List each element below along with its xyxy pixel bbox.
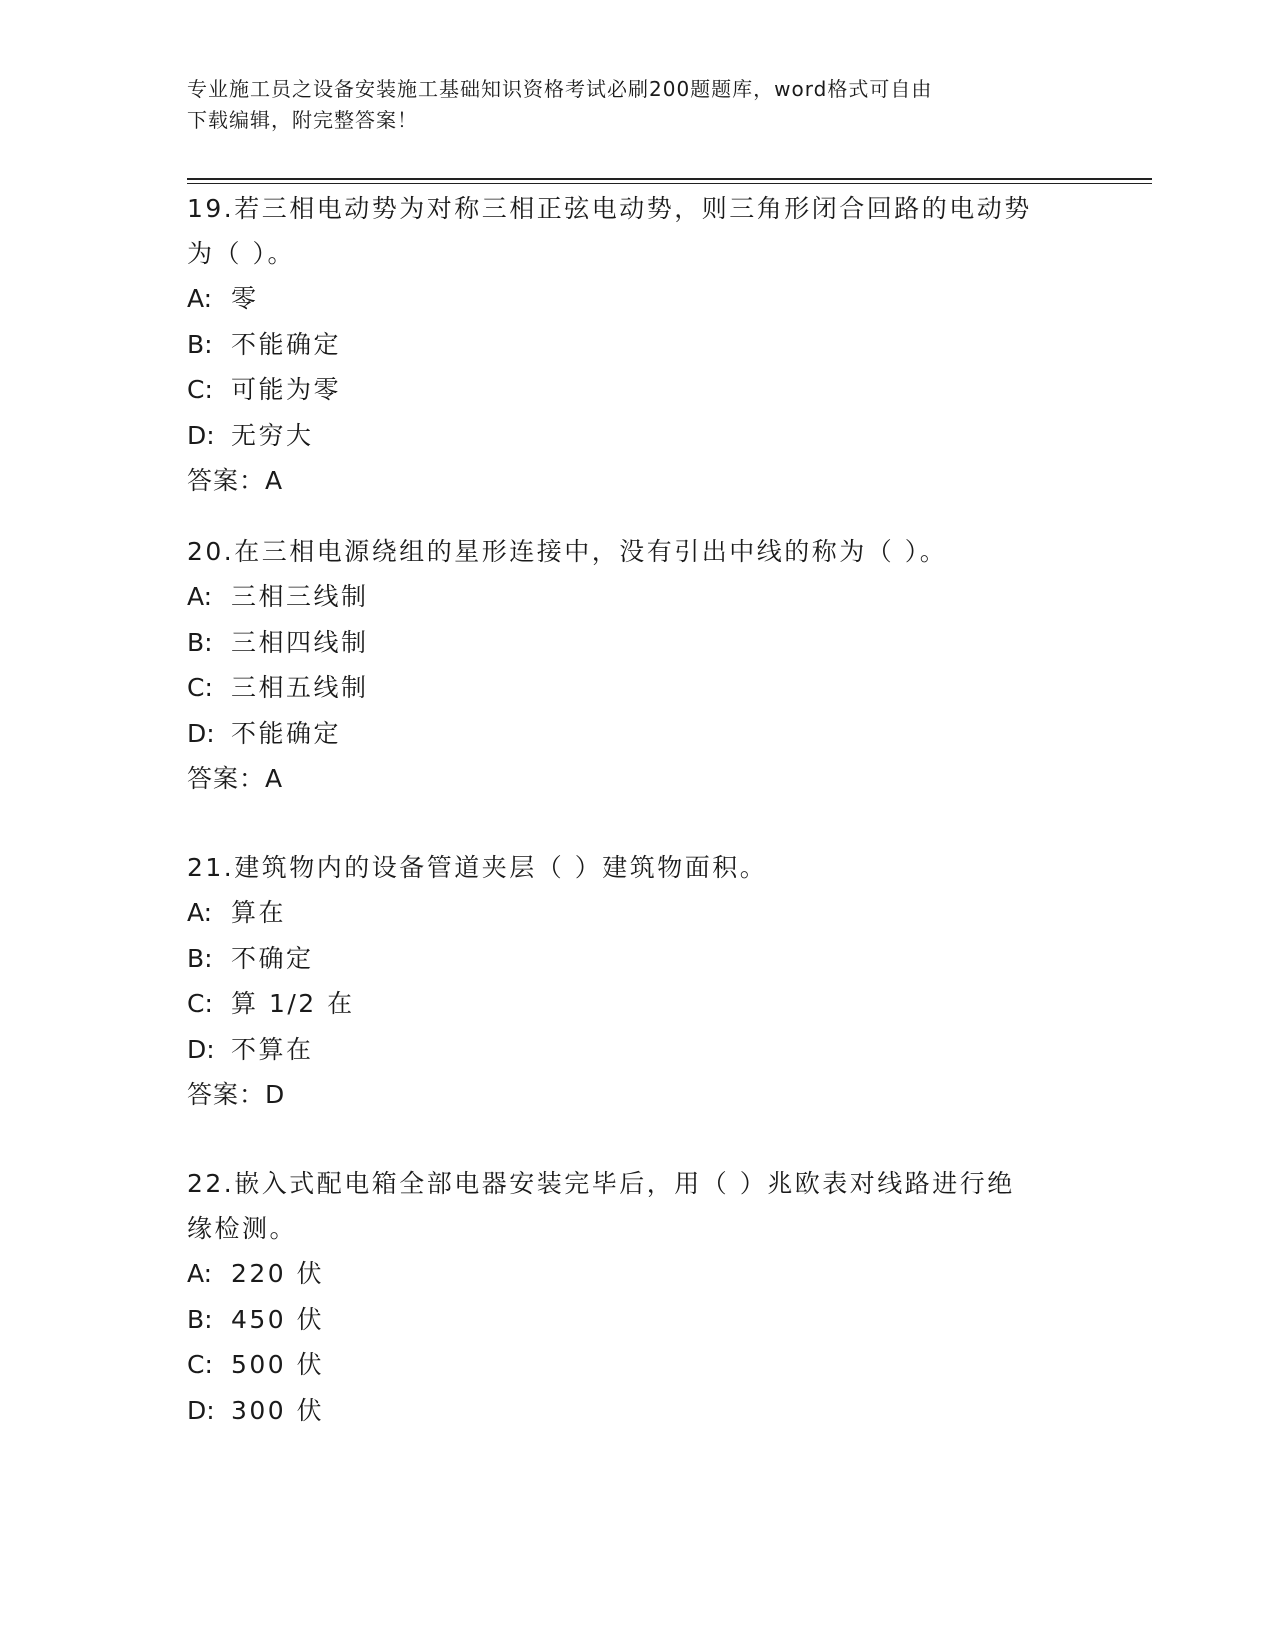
option-key: B: bbox=[187, 1304, 213, 1334]
document-header bbox=[187, 74, 1067, 136]
option-text: 三相五线制 bbox=[231, 673, 369, 702]
option-key: D: bbox=[187, 420, 215, 450]
answer bbox=[187, 756, 1087, 801]
question-text bbox=[187, 529, 1087, 574]
option-b bbox=[187, 620, 1087, 666]
option-text: 不算在 bbox=[231, 1034, 314, 1064]
option-key: D: bbox=[187, 718, 215, 748]
question-text-line-1: 20.在三相电源绕组的星形连接中，没有引出中线的称为（ ）。 bbox=[187, 537, 948, 566]
option-d bbox=[187, 413, 1087, 459]
question-19 bbox=[187, 186, 1087, 503]
option-text: 不能确定 bbox=[231, 329, 342, 359]
header-divider-thick bbox=[187, 178, 1152, 180]
option-text: 500 伏 bbox=[231, 1350, 325, 1379]
question-text bbox=[187, 1161, 1087, 1251]
option-a bbox=[187, 574, 1087, 620]
header-divider-thin bbox=[187, 183, 1152, 184]
answer-label: 答案： bbox=[187, 764, 266, 793]
option-key: A: bbox=[187, 582, 213, 611]
option-text: 450 伏 bbox=[231, 1304, 325, 1334]
option-d bbox=[187, 1027, 1087, 1073]
option-c bbox=[187, 981, 1087, 1027]
option-text: 220 伏 bbox=[231, 1259, 325, 1288]
question-20 bbox=[187, 529, 1087, 801]
option-text: 不能确定 bbox=[231, 718, 342, 748]
option-key: A: bbox=[187, 898, 213, 927]
option-text: 可能为零 bbox=[231, 375, 342, 404]
option-b bbox=[187, 1297, 1087, 1343]
option-key: A: bbox=[187, 1259, 213, 1288]
option-key: D: bbox=[187, 1395, 215, 1425]
option-text: 算在 bbox=[231, 898, 287, 927]
header-line-1: 专业施工员之设备安装施工基础知识资格考试必刷200题题库，word格式可自由 bbox=[187, 77, 933, 101]
option-c bbox=[187, 1342, 1087, 1388]
question-text bbox=[187, 845, 1087, 890]
question-text-line-1: 19.若三相电动势为对称三相正弦电动势，则三角形闭合回路的电动势 bbox=[187, 194, 1032, 223]
option-text: 零 bbox=[231, 284, 259, 313]
option-key: C: bbox=[187, 375, 213, 404]
option-d bbox=[187, 1388, 1087, 1434]
option-text: 无穷大 bbox=[231, 420, 314, 450]
question-text-line-1: 21.建筑物内的设备管道夹层（ ）建筑物面积。 bbox=[187, 853, 768, 882]
question-text-line-2: 为（ ）。 bbox=[187, 239, 295, 268]
option-b bbox=[187, 322, 1087, 368]
answer-label: 答案： bbox=[187, 466, 266, 495]
option-key: A: bbox=[187, 284, 213, 313]
option-key: C: bbox=[187, 673, 213, 702]
answer bbox=[187, 1072, 1087, 1117]
option-key: B: bbox=[187, 329, 213, 359]
option-text: 算 1/2 在 bbox=[231, 989, 355, 1018]
option-a bbox=[187, 1251, 1087, 1297]
option-c bbox=[187, 665, 1087, 711]
answer-label: 答案： bbox=[187, 1080, 266, 1109]
question-22 bbox=[187, 1161, 1087, 1433]
question-text-line-2: 缘检测。 bbox=[187, 1214, 298, 1243]
option-text: 300 伏 bbox=[231, 1395, 325, 1425]
question-21 bbox=[187, 845, 1087, 1117]
option-text: 三相三线制 bbox=[231, 582, 369, 611]
option-a bbox=[187, 276, 1087, 322]
option-key: C: bbox=[187, 1350, 213, 1379]
answer bbox=[187, 458, 1087, 503]
option-b bbox=[187, 936, 1087, 982]
option-key: C: bbox=[187, 989, 213, 1018]
answer-value: A bbox=[265, 764, 283, 793]
option-d bbox=[187, 711, 1087, 757]
option-key: B: bbox=[187, 627, 213, 657]
question-text bbox=[187, 186, 1087, 276]
option-text: 三相四线制 bbox=[231, 627, 369, 657]
answer-value: A bbox=[265, 466, 283, 495]
header-line-2: 下载编辑，附完整答案！ bbox=[187, 108, 418, 132]
question-text-line-1: 22.嵌入式配电箱全部电器安装完毕后，用（ ）兆欧表对线路进行绝 bbox=[187, 1169, 1015, 1198]
option-key: B: bbox=[187, 943, 213, 973]
option-c bbox=[187, 367, 1087, 413]
answer-value: D bbox=[265, 1080, 285, 1109]
option-text: 不确定 bbox=[231, 943, 314, 973]
option-key: D: bbox=[187, 1034, 215, 1064]
option-a bbox=[187, 890, 1087, 936]
